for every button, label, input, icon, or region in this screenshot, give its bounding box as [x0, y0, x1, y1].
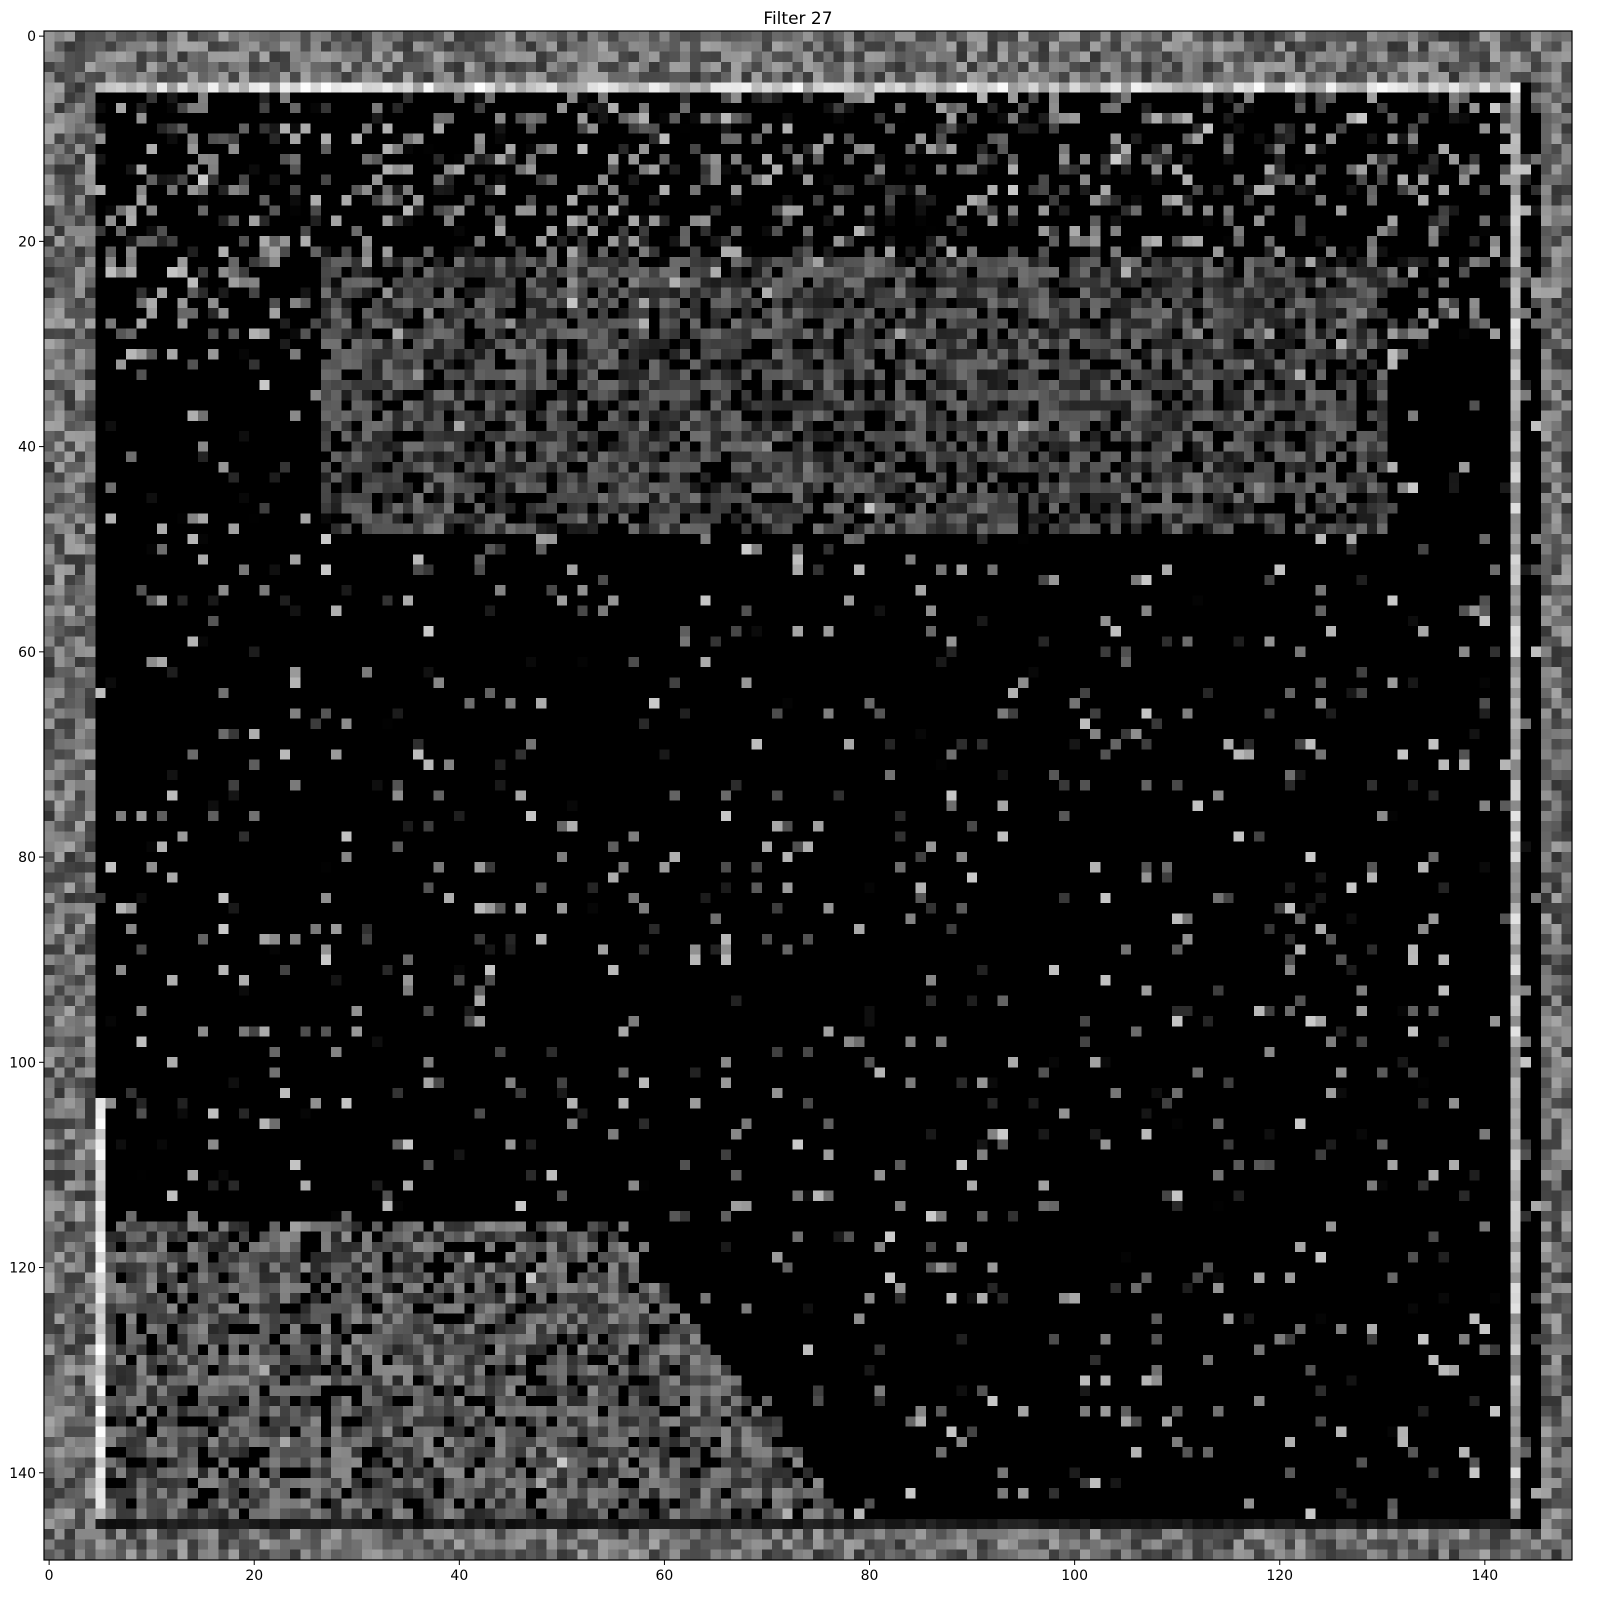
x-tick-label: 0 [44, 1568, 54, 1584]
x-axis [45, 1560, 1499, 1584]
y-tick-label: 80 [18, 850, 36, 867]
heatmap-image [44, 31, 1572, 1560]
y-tick-label: 0 [27, 29, 36, 46]
x-tick-label: 80 [860, 1568, 879, 1584]
y-tick-label: 120 [9, 1260, 36, 1277]
y-tick-label: 40 [18, 439, 36, 456]
x-tick-label: 20 [245, 1568, 264, 1584]
y-axis [9, 29, 44, 1482]
y-tick-label: 140 [9, 1465, 36, 1482]
x-tick-label: 40 [450, 1568, 469, 1584]
x-tick-label: 100 [1061, 1568, 1088, 1584]
y-tick-label: 20 [18, 234, 36, 251]
x-tick-label: 60 [655, 1568, 674, 1584]
y-tick-label: 100 [9, 1055, 36, 1072]
chart-title: Filter 27 [763, 9, 833, 29]
y-tick-label: 60 [18, 644, 36, 661]
x-tick-label: 120 [1266, 1568, 1294, 1584]
heatmap-raster [44, 31, 1572, 1560]
x-tick-label: 140 [1471, 1568, 1499, 1584]
